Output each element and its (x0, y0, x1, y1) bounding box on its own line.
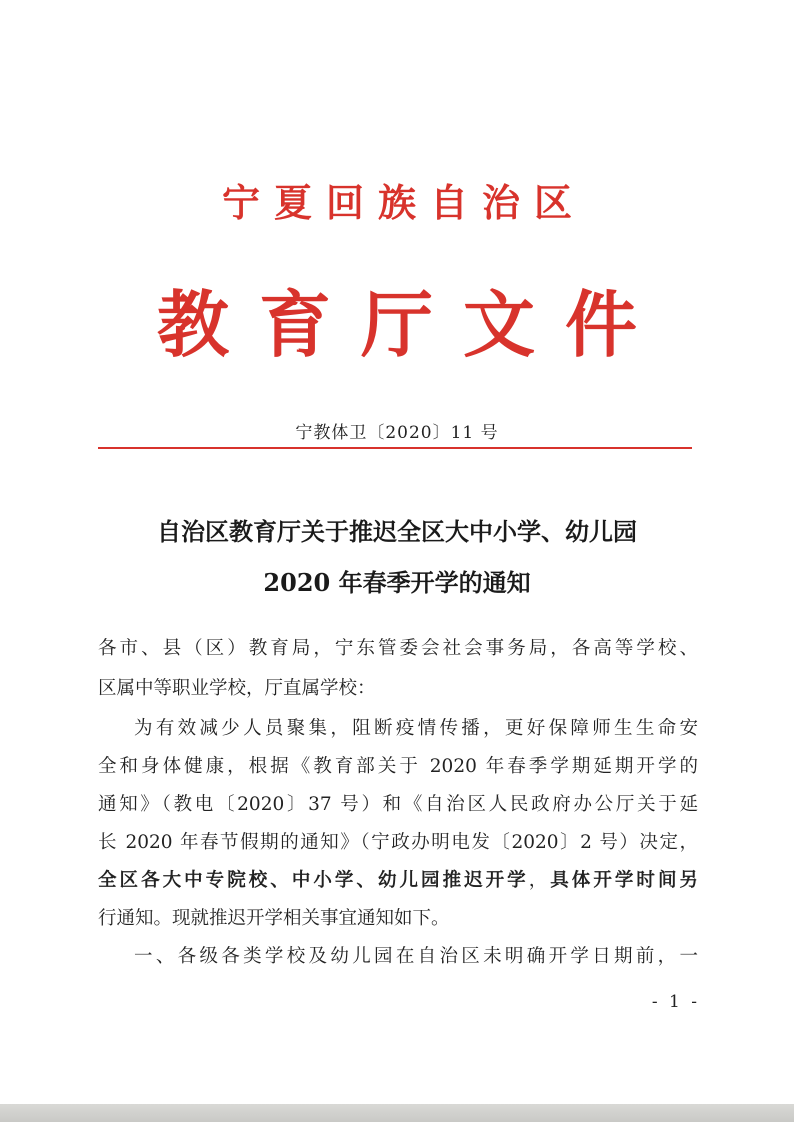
addressee-line-2: 区属中等职业学校，厅直属学校： (98, 678, 376, 699)
section-one-line: 一、各级各类学校及幼儿园在自治区未明确开学日期前，一 (134, 946, 698, 967)
paragraph-line: 全和身体健康，根据《教育部关于 2020 年春季学期延期开学的 (98, 756, 698, 777)
bold-decision-text-2: 具体开学时间另 (550, 870, 698, 891)
red-divider-line (98, 447, 692, 449)
paragraph-line-bold (98, 867, 698, 895)
paragraph-line: 行通知。现就推迟开学相关事宜通知如下。 (98, 908, 450, 929)
document-type-heading: 教育厅文件 (156, 282, 667, 367)
issuer-name: 宁夏回族自治区 (221, 180, 586, 225)
notice-title-line-1: 自治区教育厅关于推迟全区大中小学、幼儿园 (157, 517, 637, 546)
scan-bottom-edge (0, 1104, 794, 1122)
document-number: 宁教体卫〔2020〕11 号 (295, 423, 499, 443)
notice-title-line-2: 2020 年春季开学的通知 (263, 568, 531, 597)
page-number: - 1 - (651, 992, 700, 1012)
bold-decision-text: 全区各大中专院校、中小学、幼儿园推迟开学 (98, 870, 529, 891)
paragraph-line: 长 2020 年春节假期的通知》（宁政办明电发〔2020〕2 号）决定， (98, 832, 698, 853)
addressee-line-1: 各市、县（区）教育局，宁东管委会社会事务局，各高等学校、 (98, 638, 698, 659)
paragraph-line: 通知》（教电〔2020〕37 号）和《自治区人民政府办公厅关于延 (98, 794, 698, 815)
bold-separator: ， (528, 870, 551, 891)
paragraph-line: 为有效减少人员聚集，阻断疫情传播，更好保障师生生命安 (134, 718, 698, 739)
